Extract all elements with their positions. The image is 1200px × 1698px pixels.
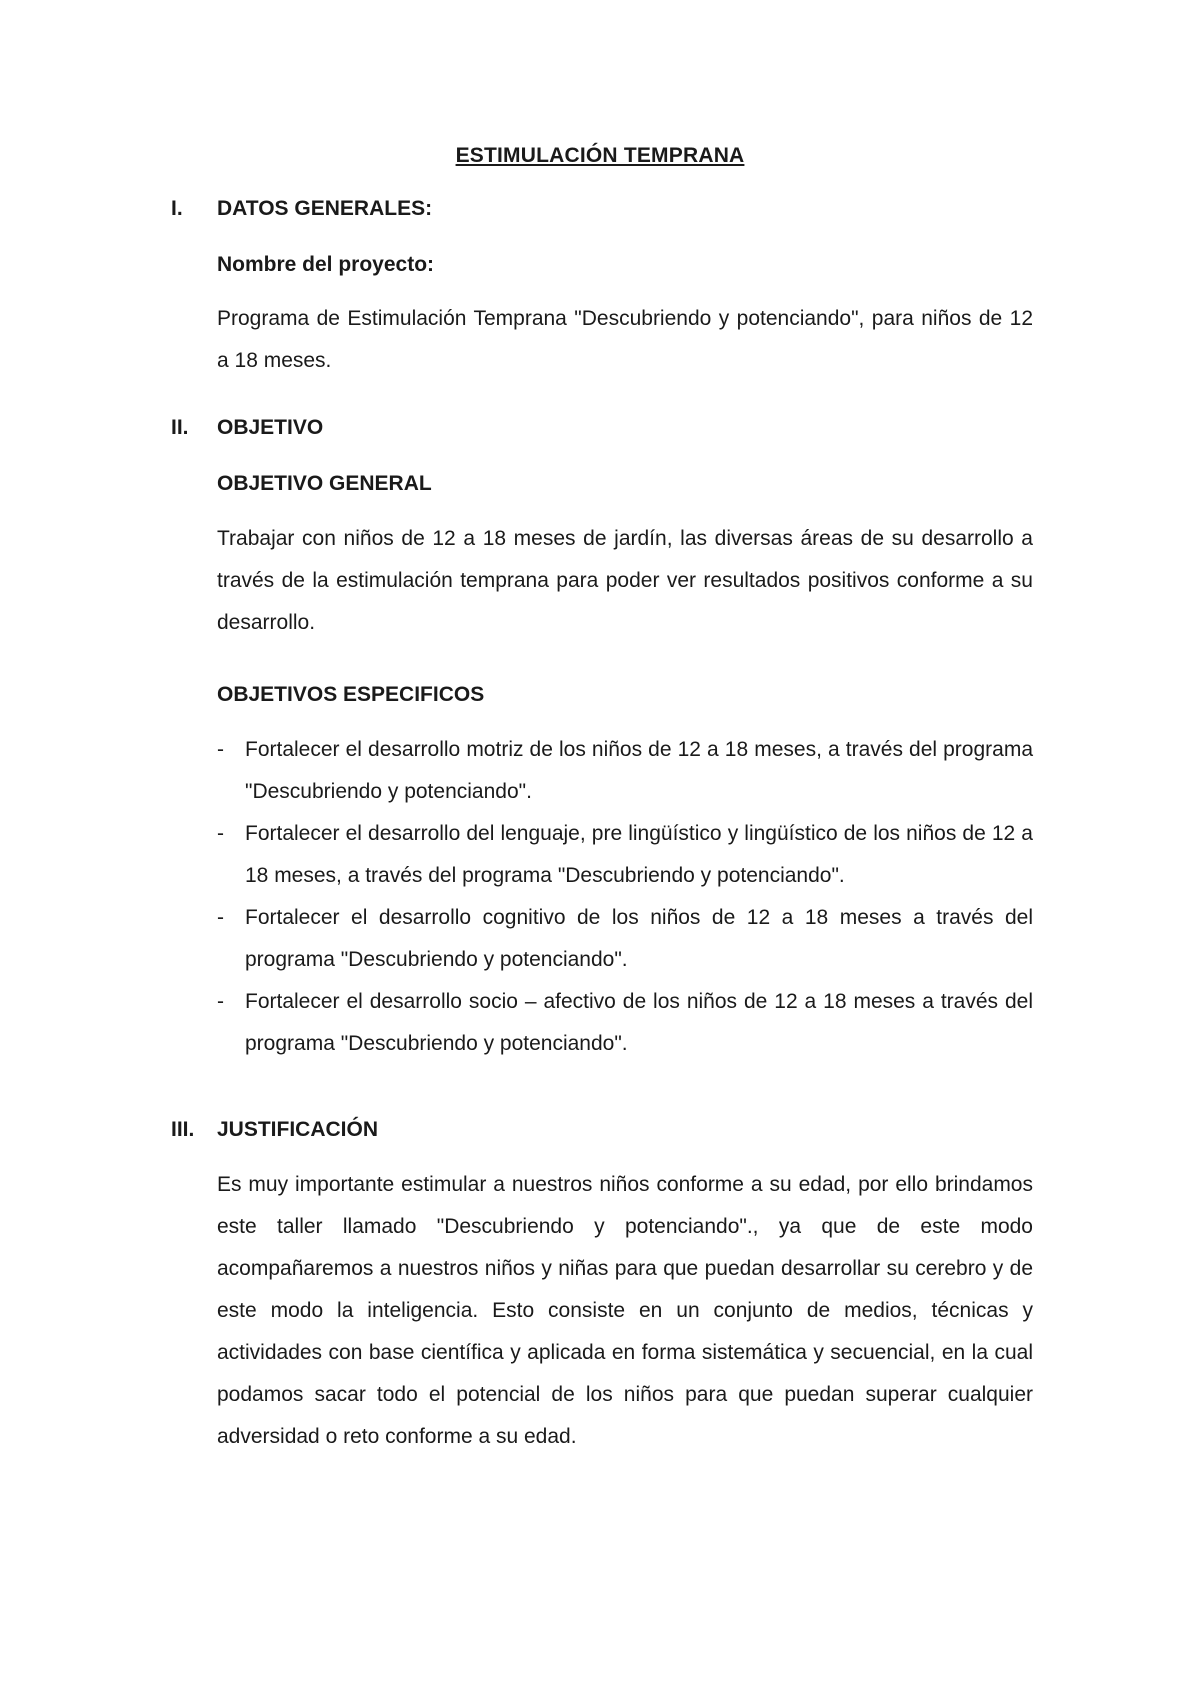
specific-objectives-heading: OBJETIVOS ESPECIFICOS [217, 683, 485, 706]
specific-objectives-list [217, 729, 1033, 1065]
section-1-heading: DATOS GENERALES: [217, 197, 433, 220]
list-item [217, 813, 1033, 897]
objective-text: Fortalecer el desarrollo del lenguaje, pre lingüístico y lingüístico de los niños de 12 a 18 meses, a través del programa "Descubriendo y potenciando". [245, 822, 1033, 887]
objective-text: Fortalecer el desarrollo socio – afectivo de los niños de 12 a 18 meses a través del programa "Descubriendo y potenciando". [245, 990, 1033, 1055]
general-objective-text: Trabajar con niños de 12 a 18 meses de jardín, las diversas áreas de su desarrollo a través de la estimulación temprana para poder ver resultados positivos conforme a su desarrollo. [217, 527, 1033, 634]
bullet-dash: - [217, 822, 224, 845]
list-item [217, 981, 1033, 1065]
section-1-number: I. [171, 197, 183, 220]
section-2-number: II. [171, 416, 189, 439]
bullet-dash: - [217, 738, 224, 761]
justification-text: Es muy importante estimular a nuestros niños conforme a su edad, por ello brindamos este taller llamado "Descubriendo y potenciando"., ya que de este modo acompañaremos a nuestros niños y niñas para que puedan desarrollar su cerebro y de este modo la inteligencia. Esto consiste en un conjunto de medios, técnicas y actividades con base científica y aplicada en forma sistemática y secuencial, en la cual podamos sacar todo el potencial de los niños para que puedan superar cualquier adversidad o reto conforme a su edad. [217, 1173, 1033, 1448]
document-title: ESTIMULACIÓN TEMPRANA [455, 144, 745, 167]
general-objective-heading: OBJETIVO GENERAL [217, 472, 432, 495]
list-item [217, 729, 1033, 813]
objective-text: Fortalecer el desarrollo cognitivo de los niños de 12 a 18 meses a través del programa "Descubriendo y potenciando". [245, 906, 1033, 971]
list-item [217, 897, 1033, 981]
objective-text: Fortalecer el desarrollo motriz de los niños de 12 a 18 meses, a través del programa "Descubriendo y potenciando". [245, 738, 1033, 803]
section-3-heading: JUSTIFICACIÓN [217, 1118, 379, 1141]
project-name-text: Programa de Estimulación Temprana "Descubriendo y potenciando", para niños de 12 a 18 meses. [217, 307, 1033, 372]
project-name-label: Nombre del proyecto: [217, 253, 435, 276]
section-2-heading: OBJETIVO [217, 416, 324, 439]
bullet-dash: - [217, 990, 224, 1013]
section-3-number: III. [171, 1118, 195, 1141]
bullet-dash: - [217, 906, 224, 929]
